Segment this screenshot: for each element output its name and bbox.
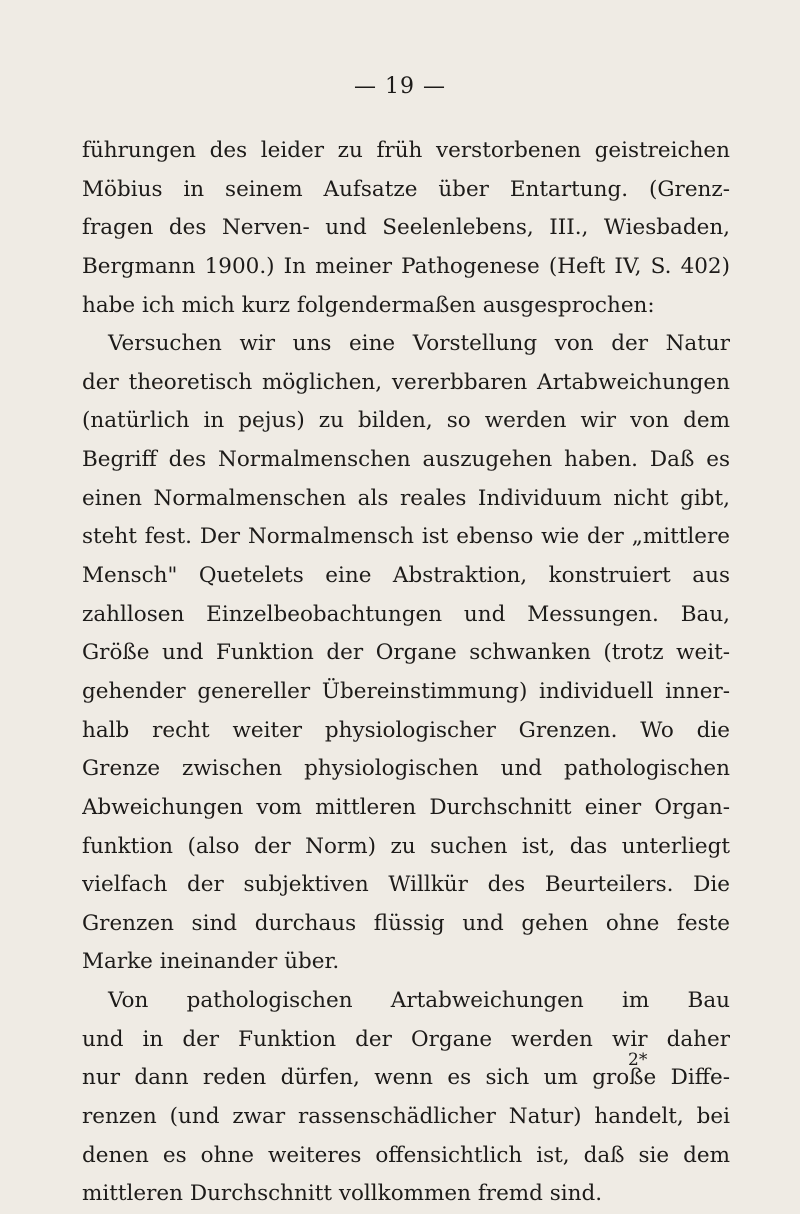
text-line: funktion (also der Norm) zu suchen ist, das unterliegt: [82, 833, 730, 859]
text-line: Größe und Funktion der Organe schwanken (trotz weit-: [82, 640, 730, 666]
text-line: führungen des leider zu früh verstorbenen geistreichen: [82, 138, 730, 163]
text-line: Möbius in seinem Aufsatze über Entartung. (Grenz-: [82, 176, 730, 202]
text-line: nur dann reden dürfen, wenn es sich um große Diffe-: [82, 1065, 730, 1091]
text-line: zahllosen Einzelbeobachtungen und Messungen. Bau,: [82, 601, 730, 627]
text-line: und in der Funktion der Organe werden wir daher: [82, 1026, 730, 1052]
signature-mark: 2*: [628, 1050, 648, 1070]
text-line: denen es ohne weiteres offensichtlich ist, daß sie dem: [82, 1142, 730, 1168]
text-line: Marke ineinander über.: [82, 949, 340, 975]
text-line: gehender genereller Übereinstimmung) individuell inner-: [82, 678, 730, 704]
text-line: fragen des Nerven- und Seelenlebens, III., Wiesbaden,: [82, 215, 730, 241]
text-line: Mensch" Quetelets eine Abstraktion, konstruiert aus: [82, 563, 730, 589]
text-line: renzen (und zwar rassenschädlicher Natur) handelt, bei: [82, 1104, 730, 1130]
text-line: einen Normalmenschen als reales Individuum nicht gibt,: [82, 485, 730, 511]
text-line: der theoretisch möglichen, vererbbaren Artabweichungen: [82, 369, 730, 395]
text-line: steht fest. Der Normalmensch ist ebenso wie der „mittlere: [82, 524, 730, 550]
text-line: vielfach der subjektiven Willkür des Beurteilers. Die: [82, 872, 730, 898]
page-number: — 19 —: [354, 74, 446, 99]
text-line: Grenzen sind durchaus flüssig und gehen ohne feste: [82, 910, 730, 936]
text-line: Begriff des Normalmenschen auszugehen haben. Daß es: [82, 447, 730, 473]
text-line: Abweichungen vom mittleren Durchschnitt einer Organ-: [82, 794, 730, 820]
text-line: halb recht weiter physiologischer Grenzen. Wo die: [82, 717, 730, 743]
text-line: habe ich mich kurz folgendermaßen ausgesprochen:: [82, 292, 655, 318]
text-line: (natürlich in pejus) zu bilden, so werden wir von dem: [82, 408, 730, 434]
text-line: Grenze zwischen physiologischen und pathologischen: [82, 756, 730, 782]
text-line: Von pathologischen Artabweichungen im Bau: [108, 988, 730, 1014]
text-line: Versuchen wir uns eine Vorstellung von der Natur: [108, 331, 730, 357]
text-line: Bergmann 1900.) In meiner Pathogenese (Heft IV, S. 402): [82, 253, 730, 279]
text-line: mittleren Durchschnitt vollkommen fremd sind.: [82, 1181, 603, 1207]
